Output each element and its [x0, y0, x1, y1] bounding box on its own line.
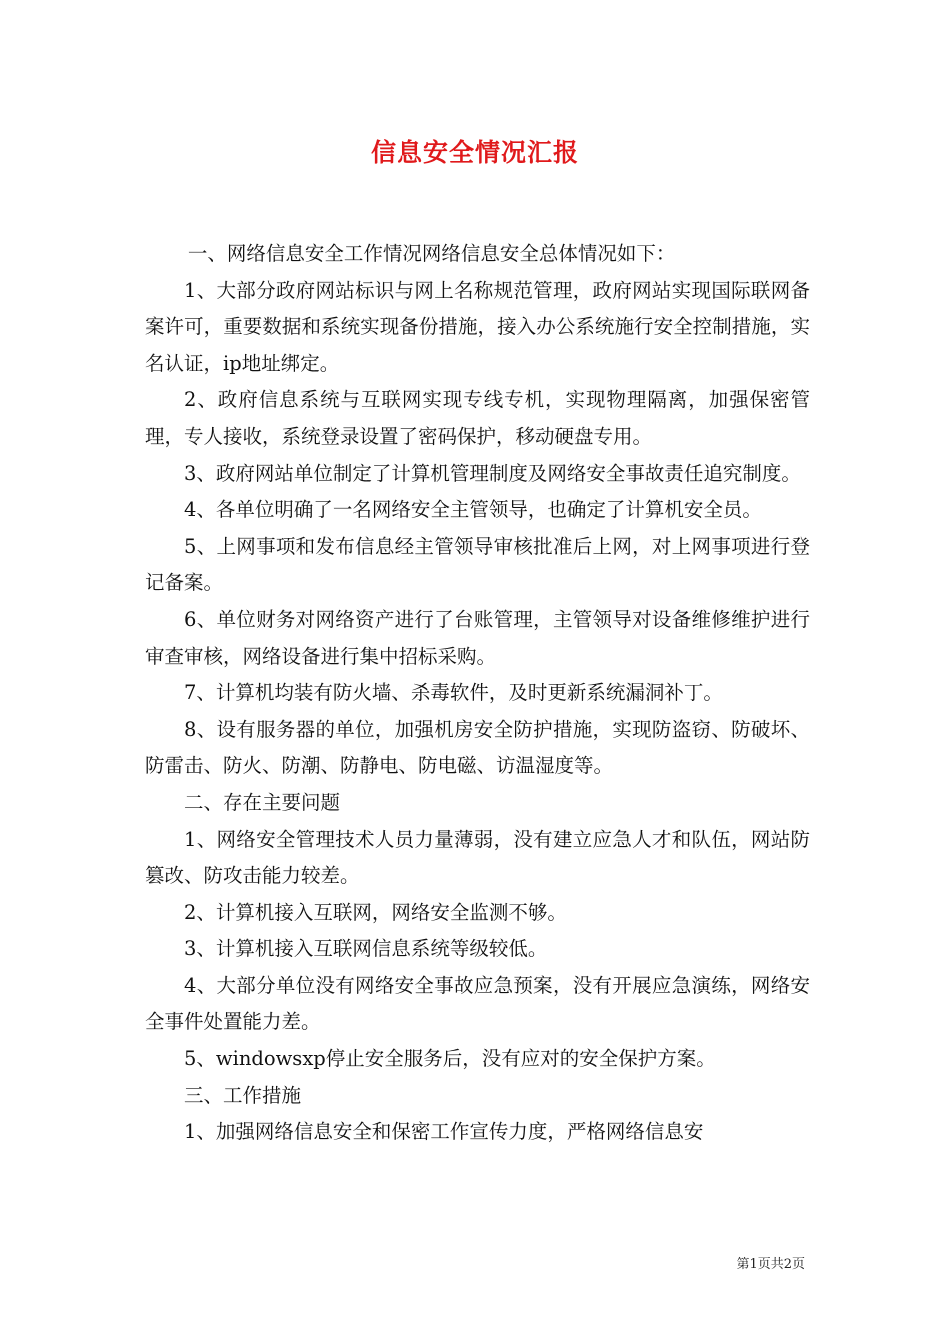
section-heading-3: 三、工作措施 — [184, 1083, 302, 1107]
paragraph: 2、政府信息系统与互联网实现专线专机，实现物理隔离，加强保密管理，专人接收，系统登录设置了密码保护，移动硬盘专用。 — [145, 388, 810, 448]
document-title: 信息安全情况汇报 — [370, 138, 579, 167]
paragraph: 7、计算机均装有防火墙、杀毒软件，及时更新系统漏洞补丁。 — [184, 681, 723, 705]
paragraph: 8、设有服务器的单位，加强机房安全防护措施，实现防盗窃、防破坏、防雷击、防火、防潮、防静电、防电磁、访温湿度等。 — [145, 717, 810, 778]
paragraph: 3、计算机接入互联网信息系统等级较低。 — [184, 937, 548, 961]
paragraph: 5、windowsxp停止安全服务后，没有应对的安全保护方案。 — [184, 1047, 716, 1071]
paragraph: 4、各单位明确了一名网络安全主管领导，也确定了计算机安全员。 — [184, 498, 762, 522]
paragraph: 5、上网事项和发布信息经主管领导审核批准后上网，对上网事项进行登记备案。 — [145, 534, 810, 595]
paragraph: 2、计算机接入互联网，网络安全监测不够。 — [184, 900, 567, 924]
section-heading-2: 二、存在主要问题 — [184, 790, 341, 814]
paragraph: 6、单位财务对网络资产进行了台账管理，主管领导对设备维修维护进行审查审核，网络设备进行集中招标采购。 — [145, 607, 810, 668]
paragraph: 1、大部分政府网站标识与网上名称规范管理，政府网站实现国际联网备案许可，重要数据和系统实现备份措施，接入办公系统施行安全控制措施，实名认证，ip地址绑定。 — [145, 278, 810, 375]
paragraph: 4、大部分单位没有网络安全事故应急预案，没有开展应急演练，网络安全事件处置能力差。 — [145, 973, 810, 1034]
document-body — [145, 236, 810, 1151]
paragraph: 1、加强网络信息安全和保密工作宣传力度，严格网络信息安 — [184, 1120, 704, 1144]
paragraph: 3、政府网站单位制定了计算机管理制度及网络安全事故责任追究制度。 — [184, 461, 801, 485]
section-heading-1: 一、网络信息安全工作情况网络信息安全总体情况如下： — [187, 242, 676, 265]
paragraph: 1、网络安全管理技术人员力量薄弱，没有建立应急人才和队伍，网站防篡改、防攻击能力较差。 — [145, 827, 810, 888]
page-number-footer: 第1页共2页 — [736, 1257, 805, 1272]
